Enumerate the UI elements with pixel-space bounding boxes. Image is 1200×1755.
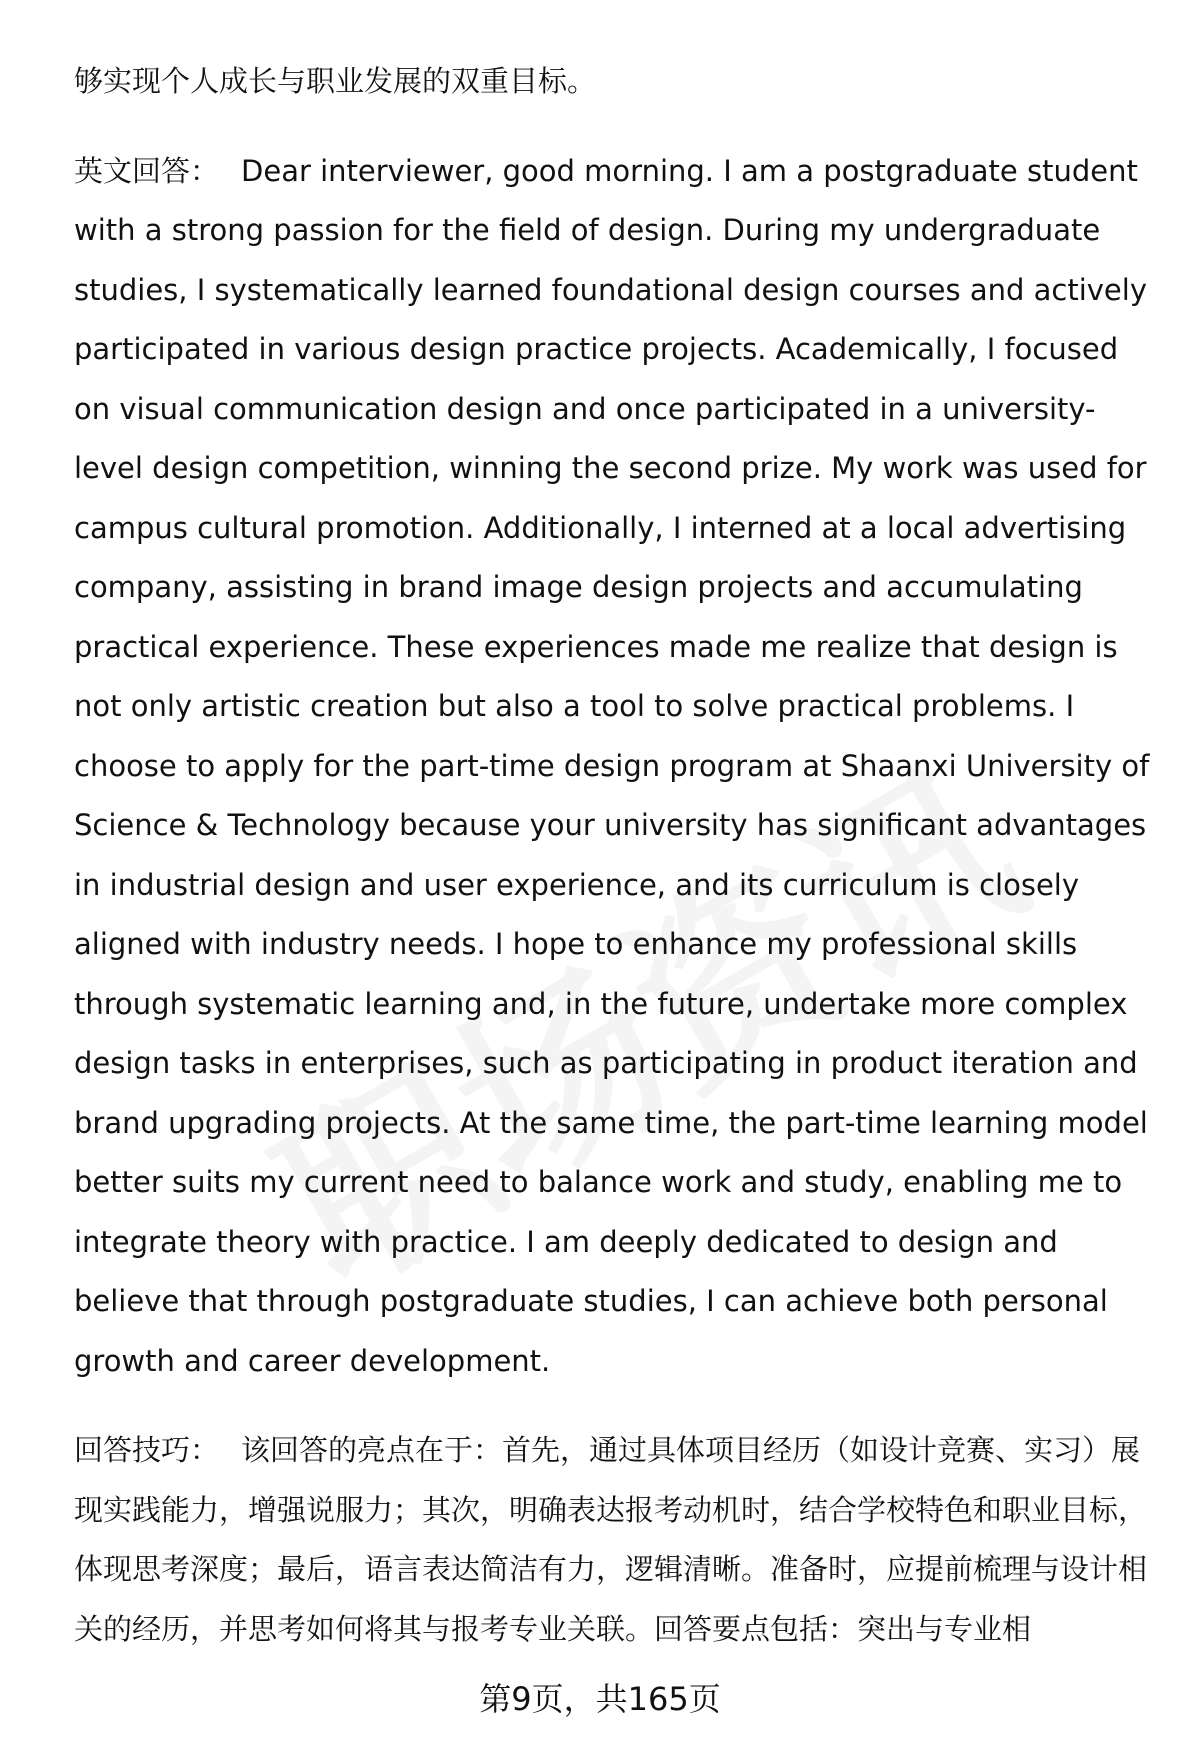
english-answer-paragraph	[74, 142, 1160, 1392]
answer-tips-label: 回答技巧：	[74, 1433, 220, 1467]
page-number-footer: 第9页，共165页	[479, 1680, 721, 1718]
answer-tips-paragraph	[74, 1421, 1160, 1659]
answer-tips-text: 该回答的亮点在于：首先，通过具体项目经历（如设计竞赛、实习）展现实践能力，增强说服力；其次，明确表达报考动机时，结合学校特色和职业目标，体现思考深度；最后，语言表达简洁有力，逻辑清晰。准备时，应提前梳理与设计相关的经历，并思考如何将其与报考专业关联。回答要点包括：突出与专业相	[74, 1433, 1148, 1646]
document-body	[74, 52, 1160, 1659]
english-answer-label: 英文回答：	[74, 153, 220, 188]
english-answer-text: Dear interviewer, good morning. I am a postgraduate student with a strong passion for the field of design. During my undergraduate studies, I systematically learned foundational design courses and actively participated in various design practice projects. Academically, I focused on visual communication design and once participated in a university-level design competition, winning the second prize. My work was used for campus cultural promotion. Additionally, I interned at a local advertising company, assisting in brand image design projects and accumulating practical experience. These experiences made me realize that design is not only artistic creation but also a tool to solve practical problems. I choose to apply for the part-time design program at Shaanxi University of Science & Technology because your university has significant advantages in industrial design and user experience, and its curriculum is closely aligned with industry needs. I hope to enhance my professional skills through systematic learning and, in the future, undertake more complex design tasks in enterprises, such as participating in product iteration and brand upgrading projects. At the same time, the part-time learning model better suits my current need to balance work and study, enabling me to integrate theory with practice. I am deeply dedicated to design and believe that through postgraduate studies, I can achieve both personal growth and career development.	[74, 153, 1150, 1378]
paragraph-continuation: 够实现个人成长与职业发展的双重目标。	[74, 64, 597, 98]
